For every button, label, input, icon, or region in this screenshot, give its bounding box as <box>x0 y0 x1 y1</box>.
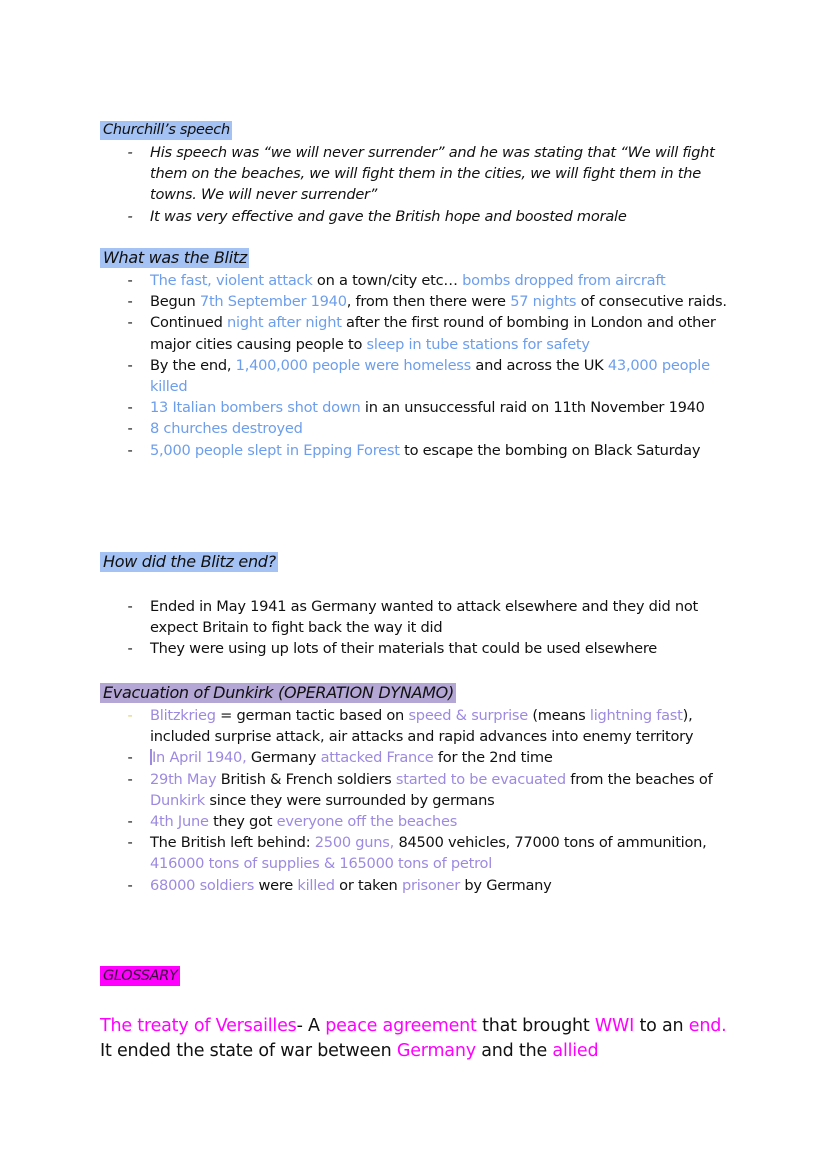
list-item <box>0 811 828 832</box>
bullet-dash-icon: - <box>127 834 133 852</box>
bullet-dash-icon: - <box>127 749 133 767</box>
highlighted-text-run: 29th May <box>150 770 217 788</box>
list-item <box>0 418 828 439</box>
highlighted-text-run: 13 Italian bombers shot down <box>150 399 361 417</box>
list-item <box>0 355 828 397</box>
bullet-dash-icon: - <box>127 598 133 615</box>
list-how-did-the-blitz-end <box>0 596 828 660</box>
text-run: The British left behind: <box>150 834 315 852</box>
text-run: to escape the bombing on Black Saturday <box>399 441 701 459</box>
highlighted-text-run: speed & surprise <box>408 707 528 724</box>
bullet-dash-icon: - <box>127 356 133 374</box>
text-run: they got <box>208 813 277 831</box>
highlighted-text-run: 1,400,000 people were homeless <box>235 356 471 374</box>
list-item <box>0 705 828 747</box>
highlighted-text-run: 2500 guns, <box>314 834 395 852</box>
text-run: Germany <box>246 749 321 767</box>
highlighted-text-run: 43,000 people killed <box>150 356 710 396</box>
text-run: (means <box>527 707 590 724</box>
list-item <box>0 440 828 461</box>
highlighted-text-run: 68000 soldiers <box>150 876 255 894</box>
highlighted-text-run: 5,000 people slept in Epping Forest <box>150 441 400 459</box>
list-item <box>0 769 828 811</box>
list-churchills-speech <box>0 142 828 227</box>
highlighted-text-run: 8 churches destroyed <box>150 420 303 438</box>
text-run: after the first round of bombing in London and other major cities causing people to <box>150 314 716 353</box>
bullet-dash-icon: - <box>127 876 133 894</box>
list-item <box>0 291 828 312</box>
text-run: and the <box>475 1041 553 1061</box>
highlighted-text-run: started to be evacuated <box>395 770 566 788</box>
heading-how-did-the-blitz-end: How did the Blitz end? <box>100 552 278 572</box>
text-run: since they were surrounded by germans <box>204 791 495 809</box>
highlighted-text-run: 4th June <box>150 813 209 831</box>
bullet-dash-icon: - <box>127 770 133 788</box>
bullet-dash-icon: - <box>127 293 133 311</box>
bullet-dash-icon: - <box>127 399 133 417</box>
text-run: They were using up lots of their materials that could be used elsewhere <box>150 640 658 658</box>
bullet-dash-icon: - <box>127 420 133 438</box>
highlighted-text-run: Blitzkrieg <box>150 707 216 724</box>
highlighted-text-run: killed <box>297 876 335 894</box>
bullet-dash-icon: - <box>127 144 133 161</box>
text-run: 84500 vehicles, 77000 tons of ammunition, <box>394 834 707 852</box>
text-run: Ended in May 1941 as Germany wanted to attack elsewhere and they did not expect Britain to fight back the way it did <box>150 598 699 637</box>
list-item <box>0 875 828 896</box>
highlighted-text-run: prisoner <box>401 876 461 894</box>
list-item <box>0 206 828 227</box>
highlighted-text-run: lightning fast <box>589 707 683 724</box>
list-item <box>0 270 828 291</box>
text-run: It was very effective and gave the British hope and boosted morale <box>150 207 627 225</box>
bullet-dash-icon: - <box>127 272 133 289</box>
text-run: for the 2nd time <box>433 749 553 767</box>
text-run: from the beaches of <box>565 770 713 788</box>
highlighted-text-run: Dunkirk <box>150 791 205 809</box>
text-run: It ended the state of war between <box>100 1041 397 1061</box>
highlighted-text-run: Germany <box>396 1041 476 1061</box>
text-run: British & French soldiers <box>216 770 396 788</box>
heading-churchills-speech: Churchill’s speech <box>100 121 232 140</box>
highlighted-text-run: 7th September 1940 <box>199 293 347 311</box>
highlighted-text-run: everyone off the beaches <box>276 813 458 831</box>
highlighted-text-run: 57 nights <box>510 293 577 311</box>
highlighted-text-run: 416000 tons of supplies & 165000 tons of petrol <box>150 855 492 873</box>
text-run: by Germany <box>460 876 552 894</box>
text-run: of consecutive raids. <box>576 293 727 311</box>
text-run: By the end, <box>150 356 236 374</box>
heading-glossary: GLOSSARY <box>100 966 180 986</box>
text-run: in an unsuccessful raid on 11th November 1940 <box>360 399 705 417</box>
bullet-dash-icon: - <box>127 441 133 459</box>
highlighted-text-run: bombs dropped from aircraft <box>462 272 666 289</box>
highlighted-text-run: attacked France <box>320 749 434 767</box>
highlighted-text-run: peace agreement <box>325 1016 477 1036</box>
text-run: Begun <box>150 293 200 311</box>
text-run: His speech was “we will never surrender” and he was stating that “We will fight them on the beaches, we will fight them in the cities, we will fight them in the towns. We will never surrender” <box>150 144 715 204</box>
list-what-was-the-blitz <box>0 270 828 461</box>
list-item <box>0 638 828 659</box>
text-run: Continued <box>150 314 228 332</box>
text-run: - A <box>296 1016 326 1036</box>
highlighted-text-run: end. <box>688 1016 727 1036</box>
highlighted-text-run: In April 1940, <box>152 749 247 767</box>
highlighted-text-run: The treaty of Versailles <box>100 1016 297 1036</box>
glossary-entry <box>100 1014 740 1064</box>
text-run: to an <box>634 1016 689 1036</box>
text-run: = german tactic based on <box>215 707 409 724</box>
list-item <box>0 832 828 874</box>
highlighted-text-run: sleep in tube stations for safety <box>366 335 590 353</box>
list-item <box>0 747 828 768</box>
heading-what-was-the-blitz: What was the Blitz <box>100 248 249 268</box>
highlighted-text-run: allied <box>552 1041 599 1061</box>
text-run: that brought <box>476 1016 595 1036</box>
list-evacuation-of-dunkirk <box>0 705 828 896</box>
list-item <box>0 596 828 638</box>
text-run: , from then there were <box>346 293 511 311</box>
text-run: were <box>254 876 298 894</box>
bullet-dash-icon: - <box>127 207 133 225</box>
list-item <box>0 312 828 354</box>
heading-evacuation-of-dunkirk: Evacuation of Dunkirk (OPERATION DYNAMO) <box>100 683 456 703</box>
bullet-dash-icon: - <box>127 640 133 658</box>
bullet-dash-icon: - <box>127 314 133 332</box>
bullet-dash-icon: - <box>127 707 133 724</box>
highlighted-text-run: night after night <box>227 314 342 332</box>
bullet-dash-icon: - <box>127 813 133 831</box>
highlighted-text-run: The fast, violent attack <box>150 272 313 289</box>
list-item <box>0 397 828 418</box>
list-item <box>0 142 828 206</box>
text-run: ), included surprise attack, air attacks and rapid advances into enemy territory <box>150 707 694 746</box>
text-run: on a town/city etc… <box>312 272 463 289</box>
text-run: or taken <box>334 876 402 894</box>
highlighted-text-run: WWI <box>594 1016 635 1036</box>
text-run: and across the UK <box>471 356 608 374</box>
